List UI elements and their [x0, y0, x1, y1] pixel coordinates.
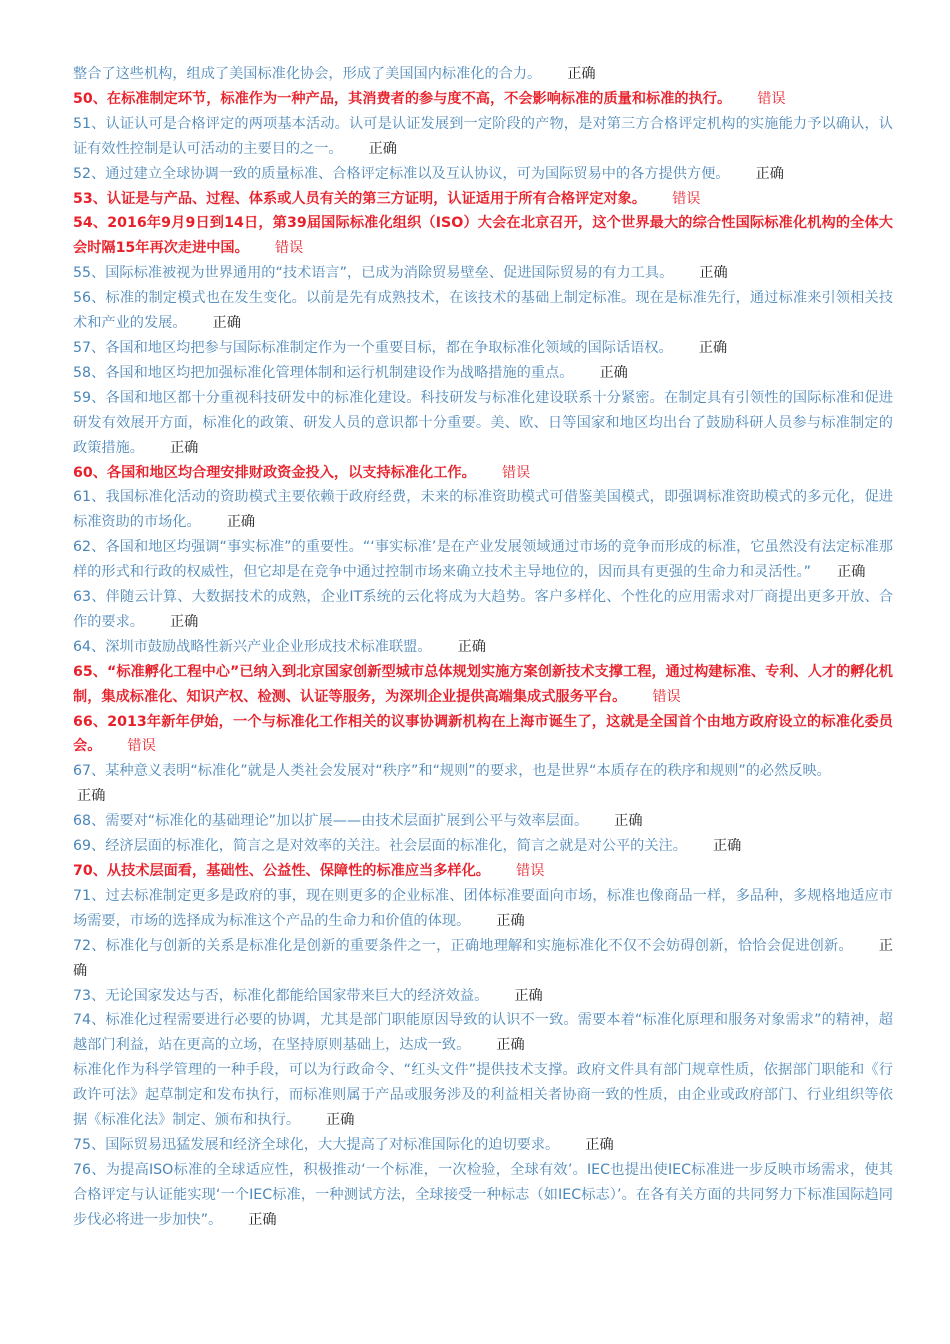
- question-item: [73, 211, 893, 261]
- answer-label: 错误: [274, 240, 304, 257]
- answer-label: 正确: [77, 788, 106, 805]
- answer-label: 正确: [326, 1112, 355, 1129]
- question-item: [73, 984, 893, 1009]
- question-item: [73, 635, 893, 660]
- question-item: [73, 62, 893, 87]
- question-item: [73, 112, 893, 162]
- answer-label: 错误: [516, 863, 545, 879]
- question-text: 74、标准化过程需要进行必要的协调，尤其是部门职能原因导致的认识不一致。需要本着“标准化原理和服务对象需求”的精神，超越部门利益，站在更高的立场，在坚持原则基础上，达成一致。: [73, 1012, 893, 1054]
- answer-label: 正确: [212, 315, 241, 332]
- question-item: [73, 485, 893, 535]
- question-item: [73, 1158, 893, 1233]
- answer-label: 错误: [672, 190, 701, 207]
- answer-label: 正确: [169, 613, 199, 630]
- question-item: [73, 759, 893, 784]
- question-text: 55、国际标准被视为世界通用的“技术语言”，已成为消除贸易壁垒、促进国际贸易的有力工具。: [73, 265, 674, 282]
- answer-label: 错误: [652, 688, 681, 705]
- question-item: [73, 87, 893, 112]
- question-item: [73, 660, 893, 710]
- question-text: 54、2016年9月9日到14日，第39届国际标准化组织（ISO）大会在北京召开，这个世界最大的综合性国际标准化机构的全体大会时隔15年再次走进中国。: [73, 215, 893, 257]
- question-text: 整合了这些机构，组成了美国标准化协会，形成了美国国内标准化的合力。: [73, 66, 542, 82]
- question-text: 73、无论国家发达与否，标准化都能给国家带来巨大的经济效益。: [73, 987, 489, 1004]
- answer-label: 正确: [755, 165, 784, 182]
- question-text: 71、过去标准制定更多是政府的事，现在则更多的企业标准、团体标准要面向市场，标准也像商品一样，多品种，多规格地适应市场需要，市场的选择成为标准这个产品的生命力和价值的体现。: [73, 887, 893, 929]
- question-item: [73, 162, 893, 187]
- question-text: 52、通过建立全球协调一致的质量标准、合格评定标准以及互认协议，可为国际贸易中的各方提供方便。: [73, 165, 730, 182]
- question-text: 63、伴随云计算、大数据技术的成熟，企业IT系统的云化将成为大趋势。客户多样化、个性化的应用需求对厂商提出更多开放、合作的要求。: [73, 589, 893, 630]
- answer-label: 正确: [614, 813, 643, 830]
- answer-label: 正确: [712, 838, 742, 855]
- question-item: [73, 286, 893, 336]
- answer-label: 错误: [757, 90, 786, 107]
- question-text: 57、各国和地区均把参与国际标准制定作为一个重要目标，都在争取标准化领域的国际话语权。: [73, 339, 673, 356]
- answer-label: 正确: [73, 937, 893, 979]
- question-item: [73, 1058, 893, 1133]
- question-item: [73, 361, 893, 386]
- question-item: [73, 934, 893, 984]
- question-text: 60、各国和地区均合理安排财政资金投入，以支持标准化工作。: [73, 464, 476, 481]
- question-text: 67、某种意义表明“标准化”就是人类社会发展对“秩序”和“规则”的要求，也是世界“本质存在的秩序和规则”的必然反映。: [73, 763, 831, 780]
- answer-label: 正确: [248, 1211, 277, 1228]
- question-text: 69、经济层面的标准化，简言之是对效率的关注。社会层面的标准化，简言之就是对公平的关注。: [73, 838, 687, 855]
- answer-label: 正确: [368, 140, 397, 157]
- answer-label: 正确: [226, 514, 256, 531]
- question-text: 76、为提高ISO标准的全球适应性，积极推动‘一个标准，一次检验，全球有效’。IEC也提出使IEC标准进一步反映市场需求，使其合格评定与认证能实现‘一个IEC标准，一种测试方法，全球接受一种标志（如IEC标志）’。在各有关方面的共同努力下标准国际趋同步伐必将进一步加快”。: [73, 1161, 893, 1228]
- question-text: 75、国际贸易迅猛发展和经济全球化，大大提高了对标准国际化的迫切要求。: [73, 1136, 560, 1153]
- document-body: [73, 62, 893, 1233]
- question-item: [73, 187, 893, 212]
- answer-label: 正确: [699, 265, 728, 282]
- answer-label: 正确: [496, 1037, 525, 1054]
- question-text: 标准化作为科学管理的一种手段，可以为行政命令、“红头文件”提供技术支撑。政府文件具有部门规章性质，依据部门职能和《行政许可法》起草制定和发布执行，而标准则属于产品或服务涉及的利益相关者协商一致的性质，由企业或政府部门、行业组织等依据《标准化法》制定、颁布和执行。: [73, 1062, 893, 1129]
- answer-label: 正确: [169, 439, 199, 456]
- question-text: 70、从技术层面看，基础性、公益性、保障性的标准应当多样化。: [73, 863, 490, 879]
- question-text: 50、在标准制定环节，标准作为一种产品，其消费者的参与度不高，不会影响标准的质量和标准的执行。: [73, 90, 732, 107]
- answer-label: 正确: [837, 564, 866, 581]
- answer-label: 正确: [599, 364, 628, 381]
- question-text: 65、“标准孵化工程中心”已纳入到北京国家创新型城市总体规划实施方案创新技术支撑工程，通过构建标准、专利、人才的孵化机制，集成标准化、知识产权、检测、认证等服务，为深圳企业提供高端集成式服务平台。: [73, 663, 893, 705]
- question-text: 58、各国和地区均把加强标准化管理体制和运行机制建设作为战略措施的重点。: [73, 364, 574, 381]
- answer-label: 正确: [698, 339, 728, 356]
- answer-label: 正确: [496, 912, 525, 929]
- question-text: 53、认证是与产品、过程、体系或人员有关的第三方证明，认证适用于所有合格评定对象。: [73, 190, 647, 207]
- question-text: 72、标准化与创新的关系是标准化是创新的重要条件之一，正确地理解和实施标准化不仅不会妨碍创新，恰恰会促进创新。: [73, 937, 853, 954]
- question-text: 59、各国和地区都十分重视科技研发中的标准化建设。科技研发与标准化建设联系十分紧密。在制定具有引领性的国际标准和促进研发有效展开方面，标准化的政策、研发人员的意识都十分重要。美、欧、日等国家和地区均出台了鼓励科研人员参与标准制定的政策措施。: [73, 389, 893, 456]
- answer-label: 正确: [585, 1136, 614, 1153]
- question-item: [73, 859, 893, 884]
- question-item: [73, 1133, 893, 1158]
- question-item: [73, 710, 893, 760]
- question-item: [73, 809, 893, 834]
- answer-label: 正确: [514, 987, 543, 1004]
- question-item: [73, 386, 893, 461]
- question-item: [73, 261, 893, 286]
- question-text: 56、标准的制定模式也在发生变化。以前是先有成熟技术，在该技术的基础上制定标准。现在是标准先行，通过标准来引领相关技术和产业的发展。: [73, 290, 893, 332]
- question-item: [73, 585, 893, 635]
- question-item: [73, 834, 893, 859]
- question-text: 61、我国标准化活动的资助模式主要依赖于政府经费，未来的标准资助模式可借鉴美国模式，即强调标准资助模式的多元化，促进标准资助的市场化。: [73, 489, 893, 531]
- question-item: [73, 884, 893, 934]
- question-text: 62、各国和地区均强调“事实标准”的重要性。“‘事实标准’是在产业发展领域通过市场的竞争而形成的标准，它虽然没有法定标准那样的形式和行政的权威性，但它却是在竞争中通过控制市场来确立技术主导地位的，因而具有更强的生命力和灵活性。”: [73, 539, 893, 581]
- question-item: [73, 461, 893, 486]
- answer-label: 正确: [567, 66, 596, 82]
- question-item: [73, 336, 893, 361]
- answer-label: 错误: [501, 464, 531, 481]
- question-item: [73, 535, 893, 585]
- question-text: 64、深圳市鼓励战略性新兴产业企业形成技术标准联盟。: [73, 638, 432, 655]
- question-text: 68、需要对“标准化的基础理论”加以扩展——由技术层面扩展到公平与效率层面。: [73, 813, 589, 830]
- question-item: [73, 1008, 893, 1058]
- answer-label: 正确: [457, 638, 486, 655]
- answer-label: 错误: [127, 738, 156, 755]
- question-text: 66、2013年新年伊始，一个与标准化工作相关的议事协调新机构在上海市诞生了，这就是全国首个由地方政府设立的标准化委员会。: [73, 713, 893, 755]
- question-text: 51、认证认可是合格评定的两项基本活动。认可是认证发展到一定阶段的产物，是对第三方合格评定机构的实施能力予以确认，认证有效性控制是认可活动的主要目的之一。: [73, 115, 893, 157]
